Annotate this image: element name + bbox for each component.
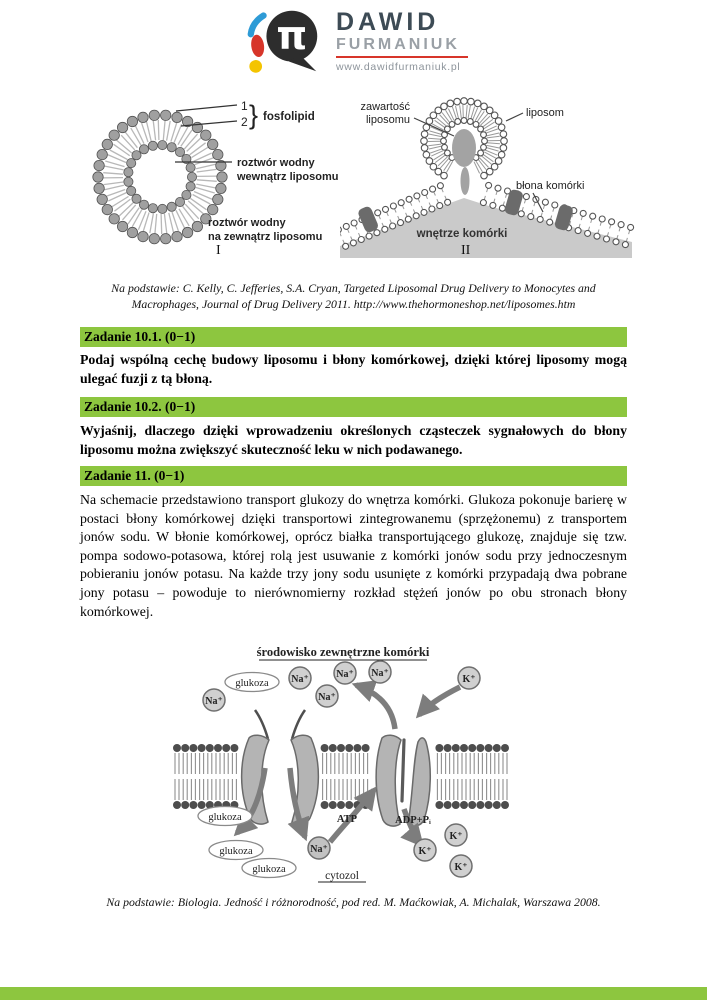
task-11-description: Na schemacie przedstawiono transport glukozy do wnętrza komórki. Glukoza pokonuje barierę w postaci błony komórkowej dzięki transportowi zintegrowanemu (sprzężonemu) z transportem jonów sodu. W błonie komórkowej, oprócz białka transportującego glukozę, znajduje się tzw. pompa sodowo-potasowa, której rolą jest usuwanie z komórki jonów sodu przy jednoczesnym pobieraniu jonów potasu. Na każde trzy jony sodu usunięte z komórki przypadają dwa pobrane jony potasu – powoduje to nierównomierny rozkład stężeń jonów po obu stronach błony komórkowej. <box>80 492 627 619</box>
citation-line: Na podstawie: Biologia. Jedność i różnorodność, pod red. M. Maćkowiak, A. Michalak, Warszawa 2008. <box>106 895 601 909</box>
cytosol-label: cytozol <box>325 870 359 882</box>
red-exclamation-body <box>250 34 266 58</box>
atp-label: ATP <box>336 814 358 825</box>
yellow-exclamation-dot <box>249 60 262 73</box>
callout-number-1: 1 <box>241 99 248 113</box>
sodium-label: Na⁺ <box>205 696 223 707</box>
task-10-2-question: Wyjaśnij, dlaczego dzięki wprowadzeniu określonych cząsteczek sygnałowych do błony liposomu można zwiększyć skuteczność leku w nich podawanego. <box>80 423 627 457</box>
outer-water-label-1: roztwór wodny <box>208 217 286 229</box>
potassium-label: K⁺ <box>449 831 463 842</box>
phospholipid-label: fosfolipid <box>263 111 315 123</box>
external-environment-label: środowisko zewnętrzne komórki <box>256 645 430 659</box>
sodium-label: Na⁺ <box>336 669 354 680</box>
task-10-1-question: Podaj wspólną cechę budowy liposomu i błony komórkowej, dzięki której liposomy mogą ulegać fuzji z tą błoną. <box>80 352 627 386</box>
liposome-content-blob <box>452 129 476 167</box>
content-label-2: liposomu <box>365 114 410 126</box>
pump-rod <box>402 740 404 801</box>
liposome-label: liposom <box>526 107 564 119</box>
glucose-label: glukoza <box>219 846 253 857</box>
inner-water-label-2: wewnątrz liposomu <box>237 171 339 183</box>
glucose-label: glukoza <box>208 812 242 823</box>
sodium-label: Na⁺ <box>310 844 328 855</box>
task-10-1-header: Zadanie 10.1. (0−1) <box>80 327 627 347</box>
figure2-numeral: II <box>461 243 471 258</box>
liposome-content-neck <box>461 167 470 195</box>
brand-name-last: FURMANIUK <box>336 36 460 53</box>
citation-line: Macrophages, Journal of Drug Delivery 2011. http://www.thehormoneshop.net/liposomes.htm <box>131 296 576 311</box>
site-logo <box>243 4 473 78</box>
source-citation-liposomes <box>80 281 627 312</box>
adp-label: ADP+Pᵢ <box>395 815 431 826</box>
citation-line: Na podstawie: C. Kelly, C. Jefferies, S.A. Cryan, Targeted Liposomal Drug Delivery to Monocytes and <box>111 281 596 295</box>
page-bottom-green-bar <box>0 987 707 1000</box>
membrane-label: błona komórki <box>516 180 585 192</box>
pump-right-lobe <box>408 738 430 826</box>
figure-liposome-structure <box>82 92 342 262</box>
potassium-label: K⁺ <box>462 674 476 685</box>
plasma-membrane <box>173 744 509 809</box>
potassium-label: K⁺ <box>418 846 432 857</box>
source-citation-biology <box>80 895 627 911</box>
inner-water-label-1: roztwór wodny <box>237 157 315 169</box>
figure1-numeral: I <box>216 243 221 258</box>
brace-glyph: } <box>249 100 259 130</box>
figure-glucose-transport <box>173 643 513 893</box>
sodium-label: Na⁺ <box>371 668 389 679</box>
brand-url: www.dawidfurmaniuk.pl <box>336 61 461 73</box>
brand-name-first: DAWID <box>336 8 440 36</box>
sodium-label: Na⁺ <box>291 674 309 685</box>
callout-number-2: 2 <box>241 115 248 129</box>
sodium-label: Na⁺ <box>318 692 336 703</box>
glucose-label: glukoza <box>252 864 286 875</box>
blue-accent-stroke <box>251 16 264 35</box>
outer-water-label-2: na zewnątrz liposomu <box>208 231 323 243</box>
glucose-label: glukoza <box>235 678 269 689</box>
potassium-label: K⁺ <box>454 862 468 873</box>
potassium-to-pump-arrow <box>419 687 460 715</box>
pi-glyph: π <box>276 13 308 59</box>
brand-divider <box>336 56 468 58</box>
pump-left-lobe <box>376 735 401 826</box>
pi-speech-bubble-icon <box>243 5 327 77</box>
cell-interior-label: wnętrze komórki <box>416 228 508 240</box>
liposome-callout-line <box>506 113 523 121</box>
sodium-out-arrow <box>356 685 395 729</box>
content-label-1: zawartość <box>360 101 410 113</box>
callout-line-1 <box>176 105 237 111</box>
task-11-header: Zadanie 11. (0−1) <box>80 466 627 486</box>
figure-liposome-fusion <box>340 86 635 258</box>
task-10-2-header: Zadanie 10.2. (0−1) <box>80 397 627 417</box>
